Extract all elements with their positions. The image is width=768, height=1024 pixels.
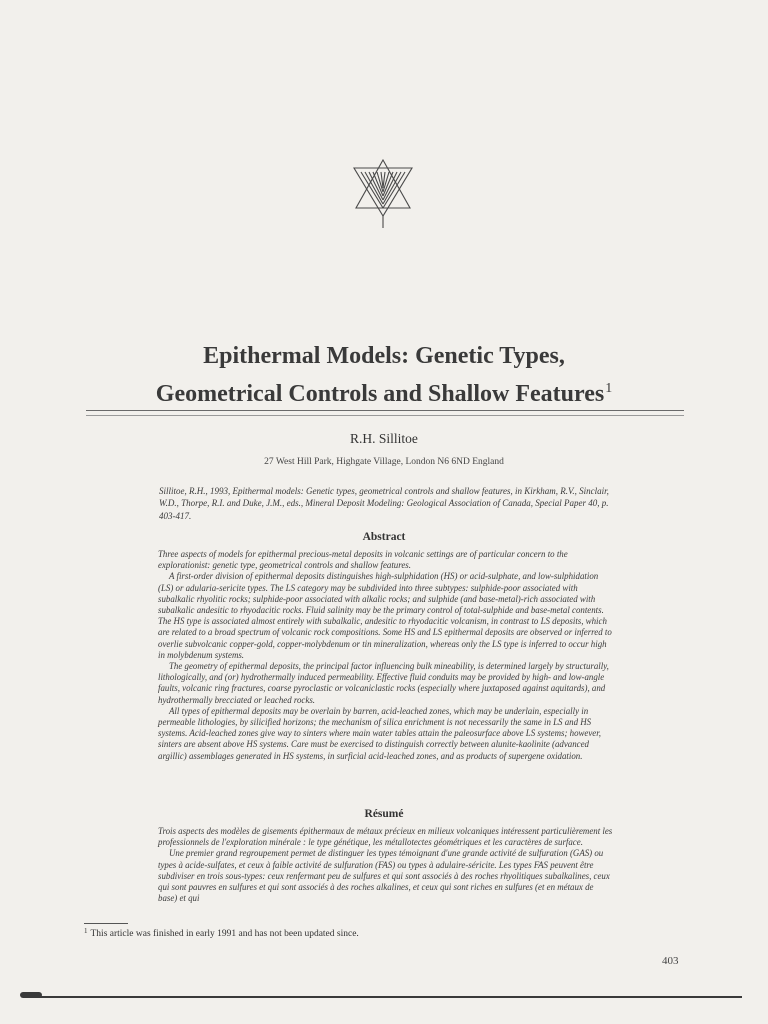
page-number: 403 xyxy=(662,955,679,967)
abstract-paragraph-2: A first-order division of epithermal deposits distinguishes high-sulphidation (HS) or acid-sulphate, and low-sulphidation (LS) or adularia-sericite types. The LS category may be subdivided into three subtypes: sulphide-poor associated with subalkalic rhyolitic rocks; sulphide-poor associated with alkalic rocks; and sulphide (and base-metal)-rich associated with subalkalic andesitic to rhyodacitic rocks. Fluid salinity may be the primary control of total-sulphide and base-metal contents. The HS type is associated almost entirely with subalkalic, andesitic to rhyodacitic volcanism, in contrast to LS deposits, which are related to a broad spectrum of volcanic rock compositions. Some HS and LS epithermal deposits are observed or inferred to overlie subvolcanic copper-gold, copper-molybdenum or tin mineralization, whereas only the LS type is inferred to occur high in molybdenum systems. xyxy=(158,571,612,660)
footnote-text: This article was finished in early 1991 and has not been updated since. xyxy=(90,929,359,939)
author-address: 27 West Hill Park, Highgate Village, London N6 6ND England xyxy=(264,457,504,467)
resume-paragraph-1: Trois aspects des modèles de gisements épithermaux de métaux précieux en milieux volcaniques intéressent particulièrement les professionnels de l'exploration minérale : le type génétique, les métallotectes géométriques et les caractères de surface. xyxy=(158,826,613,848)
footnote xyxy=(84,927,359,939)
abstract-paragraph-1: Three aspects of models for epithermal precious-metal deposits in volcanic settings are of particular concern to the explorationist: genetic type, geometrical controls and shallow features. xyxy=(158,549,568,571)
resume-heading: Résumé xyxy=(364,808,404,820)
triangular-star-logo-icon xyxy=(352,158,414,230)
citation: Sillitoe, R.H., 1993, Epithermal models: Genetic types, geometrical controls and shallow features, in Kirkham, R.V., Sinclair, W.D., Thorpe, R.I. and Duke, J.M., eds., Mineral Deposit Modeling: Geological Association of Canada, Special Paper 40, p. 403-417. xyxy=(159,486,609,521)
bottom-rule xyxy=(30,996,742,998)
abstract-paragraph-3: The geometry of epithermal deposits, the principal factor influencing bulk mineability, is determined largely by structurally, lithologically, and (or) hydrothermally induced permeability. Effective fluid conduits may be provided by high- and low-angle faults, volcanic ring fractures, coarse pyroclastic or volcaniclastic rocks (especially where juxtaposed against aquitards), and hydrothermally brecciated or leached rocks. xyxy=(158,661,609,705)
resume-paragraph-2: Une premier grand regroupement permet de distinguer les types témoignant d'une grande activité de sulfuration (GAS) ou types à acide-sulfates, et ceux à faible activité de sulfuration (FAS) ou types à adulaire-séricite. Les types FAS peuvent être subdiviser en trois sous-types: ceux renfermant peu de sulfures et qui sont associés à des roches rhyolitiques subalkalines, ceux qui sont pauvres en sulfures et qui sont associés à des roches alkalines, et ceux qui sont riches en sulfures (et en métaux de base) et qui xyxy=(158,848,610,904)
footnote-marker: 1 xyxy=(84,927,88,935)
abstract-heading: Abstract xyxy=(362,531,406,543)
article-title-line-2 xyxy=(0,372,768,411)
title-divider xyxy=(86,410,684,416)
abstract-body xyxy=(158,549,613,762)
title-footnote-marker: 1 xyxy=(605,381,613,396)
abstract-paragraph-4: All types of epithermal deposits may be overlain by barren, acid-leached zones, which may be underlain, especially in permeable lithologies, by silicified horizons; the mechanism of silica enrichment is not necessarily the same in LS and HS systems. Acid-leached zones give way to sinters where main water tables attain the paleosurface above LS systems; however, sinters are absent above HS systems. Care must be exercised to distinguish correctly between alunite-kaolinite (advanced argillic) assemblages generated in HS systems, in surficial acid-leached zones, and as products of supergene oxidation. xyxy=(158,705,601,761)
footnote-rule xyxy=(84,923,128,924)
author-name: R.H. Sillitoe xyxy=(350,431,418,446)
resume-body xyxy=(158,826,613,904)
article-title-line-1: Epithermal Models: Genetic Types, xyxy=(203,343,565,369)
article-title-text: Geometrical Controls and Shallow Features xyxy=(155,381,605,407)
